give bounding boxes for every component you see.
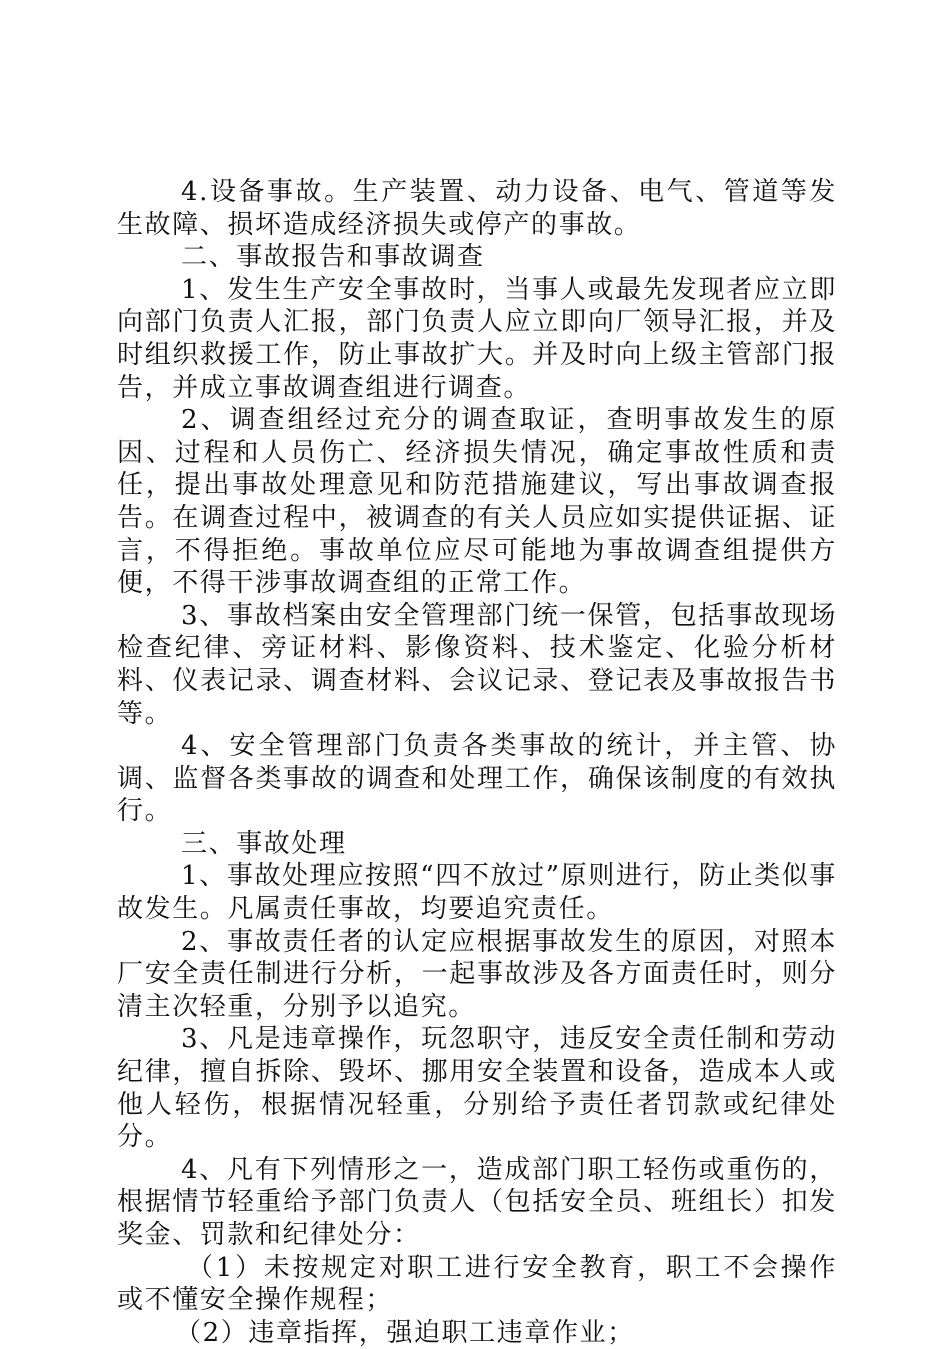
list-item-1: （1）未按规定对职工进行安全教育，职工不会操作或不懂安全操作规程； (117, 1252, 837, 1316)
section-heading-report-investigation: 二、事故报告和事故调查 (181, 242, 485, 273)
paragraph-report-1: 1、发生生产安全事故时，当事人或最先发现者应立即向部门负责人汇报，部门负责人应立即向厂领导汇报，并及时组织救援工作，防止事故扩大。并及时向上级主管部门报告，并成立事故调查组进行调查。 (117, 274, 837, 403)
paragraph-handling-3: 3、凡是违章操作，玩忽职守，违反安全责任制和劳动纪律，擅自拆除、毁坏、挪用安全装置和设备，造成本人或他人轻伤，根据情况轻重，分别给予责任者罚款或纪律处分。 (117, 1024, 837, 1153)
paragraph-equipment-accident: 4.设备事故。生产装置、动力设备、电气、管道等发生故障、损坏造成经济损失或停产的事故。 (117, 177, 837, 240)
paragraph-report-2: 2、调查组经过充分的调查取证，查明事故发生的原因、过程和人员伤亡、经济损失情况，确定事故性质和责任，提出事故处理意见和防范措施建议，写出事故调查报告。在调查过程中，被调查的有关人员应如实提供证据、证言，不得拒绝。事故单位应尽可能地为事故调查组提供方便，不得干涉事故调查组的正常工作。 (117, 405, 837, 599)
paragraph-handling-4: 4、凡有下列情形之一，造成部门职工轻伤或重伤的，根据情节轻重给予部门负责人（包括安全员、班组长）扣发奖金、罚款和纪律处分： (117, 1154, 837, 1250)
paragraph-handling-2: 2、事故责任者的认定应根据事故发生的原因，对照本厂安全责任制进行分析，一起事故涉及各方面责任时，则分清主次轻重，分别予以追究。 (117, 926, 837, 1022)
paragraph-handling-1: 1、事故处理应按照“四不放过”原则进行，防止类似事故发生。凡属责任事故，均要追究责任。 (117, 861, 837, 925)
section-heading-handling: 三、事故处理 (181, 828, 347, 859)
paragraph-report-3: 3、事故档案由安全管理部门统一保管，包括事故现场检查纪律、旁证材料、影像资料、技术鉴定、化验分析材料、仪表记录、调查材料、会议记录、登记表及事故报告书等。 (117, 600, 837, 729)
list-item-2: （2）违章指挥，强迫职工违章作业； (175, 1317, 635, 1348)
document-body (117, 176, 837, 1349)
paragraph-report-4: 4、安全管理部门负责各类事故的统计，并主管、协调、监督各类事故的调查和处理工作，确保该制度的有效执行。 (117, 731, 837, 827)
